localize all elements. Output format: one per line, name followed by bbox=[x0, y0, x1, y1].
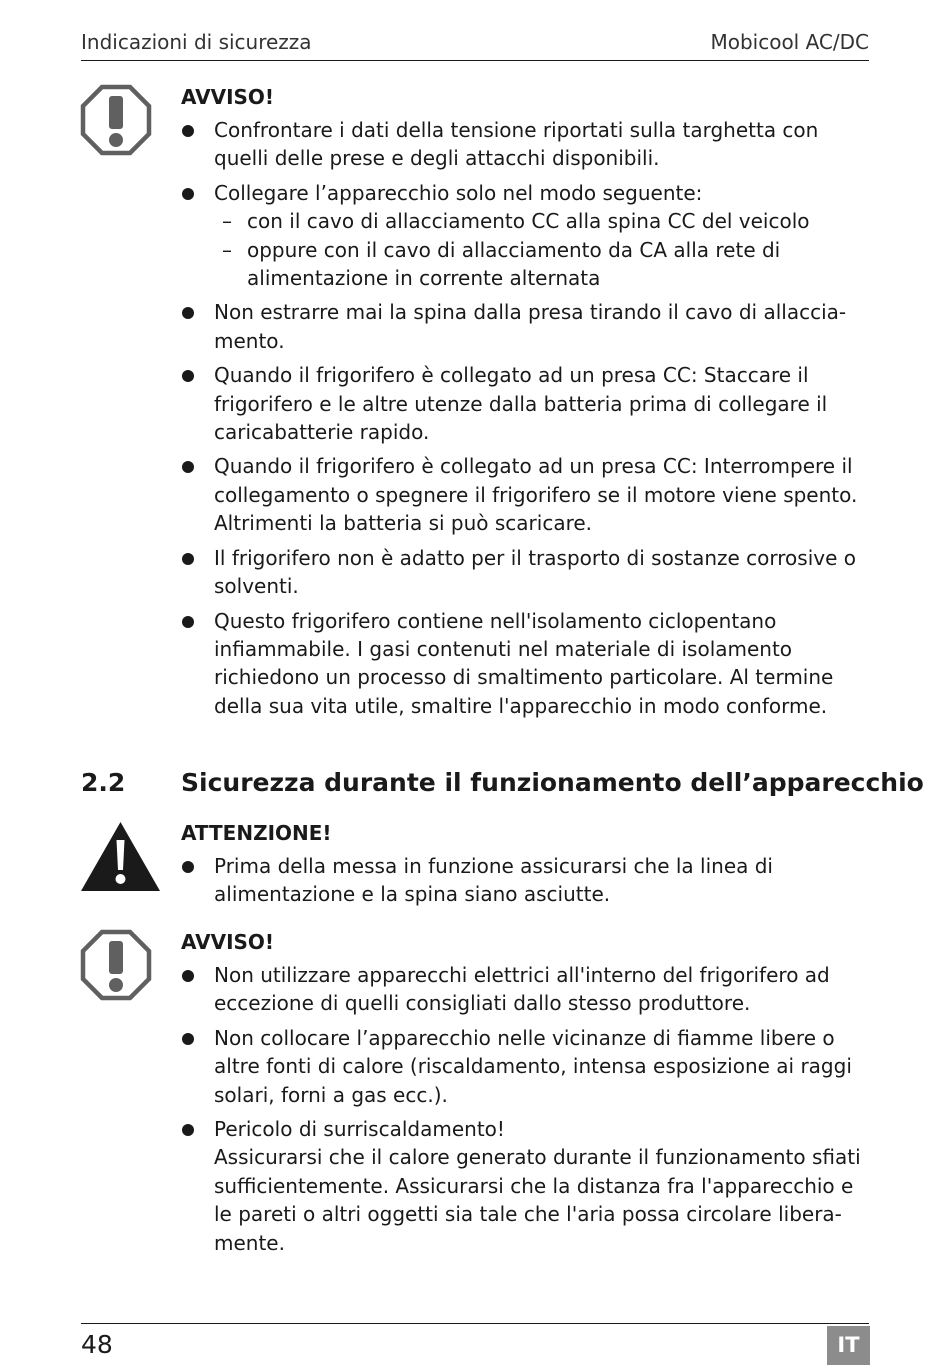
warning-list-1 bbox=[181, 116, 871, 720]
section-number: 2.2 bbox=[81, 768, 126, 797]
header-product-name: Mobicool AC/DC bbox=[710, 30, 869, 54]
caution-triangle-icon bbox=[80, 820, 161, 892]
sub-list-item: – con il cavo di allacciamento CC alla spina CC del veicolo bbox=[214, 207, 871, 235]
list-item-text: Collegare l’apparecchio solo nel modo seguente: bbox=[214, 180, 703, 205]
caution-content bbox=[181, 820, 871, 915]
caution-label: ATTENZIONE! bbox=[181, 821, 332, 845]
footer-divider bbox=[81, 1323, 869, 1324]
caution-list bbox=[181, 852, 871, 909]
warning-notice-icon bbox=[80, 929, 152, 1001]
sub-list-item: – oppure con il cavo di allacciamento da CA alla rete di alimentazione in corrente alternata bbox=[214, 236, 871, 293]
warning-label: AVVISO! bbox=[181, 930, 275, 954]
list-item bbox=[181, 607, 871, 721]
list-item-text: Non estrarre mai la spina dalla presa tirando il cavo di allaccia-mento. bbox=[214, 300, 847, 353]
header-section-title: Indicazioni di sicurezza bbox=[81, 30, 312, 54]
section-title: Sicurezza durante il funzionamento dell’apparecchio bbox=[181, 768, 924, 797]
page-header bbox=[81, 30, 869, 61]
list-item-text: Quando il frigorifero è collegato ad un presa CC: Staccare il frigorifero e le altre utenze dalla batteria prima di collegare il caricabatterie rapido. bbox=[214, 363, 828, 445]
list-item-extra-text: Assicurarsi che il calore generato durante il funzionamento sfiati sufficientemente. Assicurarsi che la distanza fra l'apparecchio e le pareti o altri oggetti sia tale che l'aria possa circolare libera-mente. bbox=[214, 1145, 861, 1255]
list-item bbox=[181, 852, 871, 909]
list-item-text: Pericolo di surriscaldamento! bbox=[214, 1117, 505, 1142]
list-item-text: Non utilizzare apparecchi elettrici all'interno del frigorifero ad eccezione di quelli consigliati dallo stesso produttore. bbox=[214, 963, 830, 1016]
list-item-text: Quando il frigorifero è collegato ad un presa CC: Interrompere il collegamento o spegnere il frigorifero se il motore viene spento. Altrimenti la batteria si può scaricare. bbox=[214, 454, 858, 536]
list-item bbox=[181, 298, 871, 355]
sub-list bbox=[214, 207, 871, 292]
language-tag: IT bbox=[827, 1326, 870, 1365]
warning-label: AVVISO! bbox=[181, 85, 275, 109]
warning-list-2 bbox=[181, 961, 871, 1257]
list-item bbox=[181, 361, 871, 446]
list-item-text: Il frigorifero non è adatto per il trasporto di sostanze corrosive o solventi. bbox=[214, 545, 856, 599]
warning-notice-icon bbox=[80, 84, 152, 156]
list-item bbox=[181, 1024, 871, 1109]
page-number: 48 bbox=[81, 1330, 113, 1359]
warning-content-1 bbox=[181, 84, 871, 726]
list-item bbox=[181, 452, 871, 537]
list-item bbox=[181, 179, 871, 293]
list-item-text: Confrontare i dati della tensione riportati sulla targhetta con quelli delle prese e degli attacchi disponibili. bbox=[214, 118, 819, 171]
list-item bbox=[181, 544, 871, 601]
list-item bbox=[181, 1115, 871, 1257]
list-item-text: Prima della messa in funzione assicurarsi che la linea di alimentazione e la spina siano asciutte. bbox=[214, 854, 773, 907]
list-item bbox=[181, 961, 871, 1018]
list-item bbox=[181, 116, 871, 173]
list-item-text: Non collocare l’apparecchio nelle vicinanze di fiamme libere o altre fonti di calore (riscaldamento, intensa esposizione ai raggi solari, forni a gas ecc.). bbox=[214, 1025, 852, 1107]
warning-content-2 bbox=[181, 929, 871, 1263]
list-item-text: Questo frigorifero contiene nell'isolamento ciclopentano infiammabile. I gasi contenuti nel materiale di isolamento richiedono un processo di smaltimento particolare. Al termine della sua vita utile, smaltire l'apparecchio in modo conforme. bbox=[214, 608, 834, 718]
